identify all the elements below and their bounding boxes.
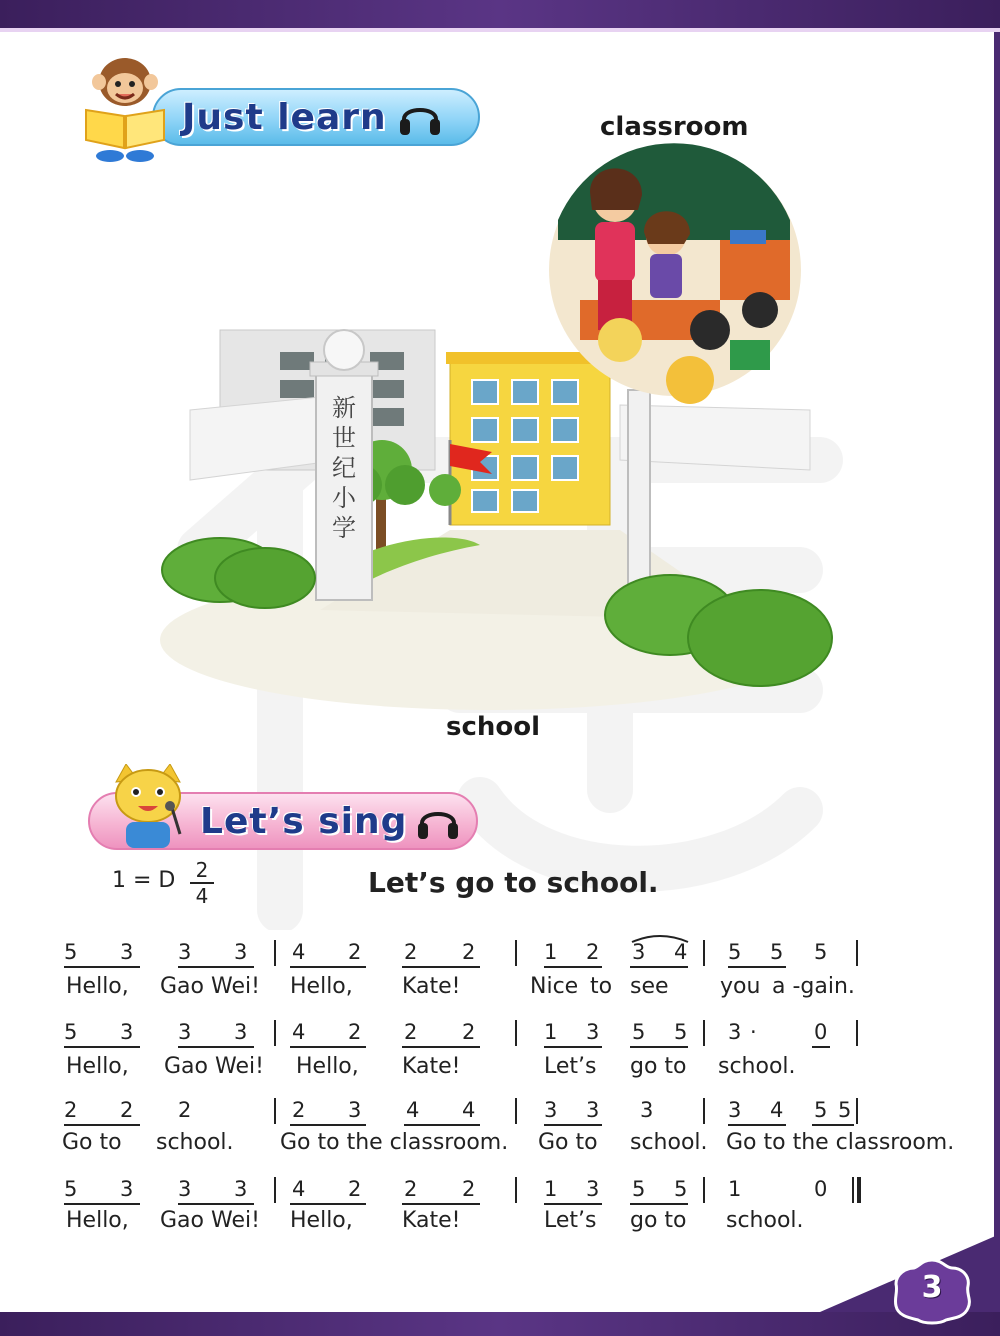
bar-line bbox=[703, 1177, 705, 1203]
note: 2 bbox=[404, 940, 418, 964]
lyric: Go to the classroom. bbox=[280, 1130, 509, 1155]
note-underline bbox=[402, 1203, 480, 1205]
lyric: Gao Wei! bbox=[164, 1054, 264, 1079]
note: 3 bbox=[640, 1098, 654, 1122]
lyric: Kate! bbox=[402, 1208, 461, 1233]
note: 3 bbox=[234, 1177, 248, 1201]
note: 5 bbox=[814, 1098, 828, 1122]
note: 5 bbox=[814, 940, 828, 964]
bar-line bbox=[274, 1098, 276, 1124]
note-underline bbox=[178, 1203, 254, 1205]
note: 3 bbox=[728, 1098, 742, 1122]
note: 3 bbox=[586, 1177, 600, 1201]
classroom-label: classroom bbox=[600, 112, 749, 142]
note: 3 bbox=[586, 1098, 600, 1122]
note: 4 bbox=[462, 1098, 476, 1122]
time-signature bbox=[190, 858, 214, 908]
note: 4 bbox=[292, 940, 306, 964]
note: 2 bbox=[64, 1098, 78, 1122]
note-underline bbox=[402, 966, 480, 968]
just-learn-title: Just learn bbox=[182, 96, 387, 138]
school-scene-illustration bbox=[150, 140, 840, 720]
note: 4 bbox=[292, 1177, 306, 1201]
note: 2 bbox=[404, 1020, 418, 1044]
note: 5 bbox=[632, 1177, 646, 1201]
note: 2 bbox=[462, 1177, 476, 1201]
right-frame-bar bbox=[994, 32, 1000, 1332]
song-title: Let’s go to school. bbox=[368, 866, 659, 899]
note-underline bbox=[728, 1124, 786, 1126]
note: 5 bbox=[674, 1020, 688, 1044]
note: 5 bbox=[728, 940, 742, 964]
note: 4 bbox=[292, 1020, 306, 1044]
lyric: Let’s bbox=[544, 1208, 597, 1233]
note: 0 bbox=[814, 1177, 828, 1201]
lyric: to bbox=[590, 974, 613, 999]
headphones-icon bbox=[397, 97, 443, 137]
note: 0 bbox=[814, 1020, 828, 1044]
gate-sign-char: 小 bbox=[332, 484, 356, 512]
lyric: Hello, bbox=[290, 1208, 353, 1233]
bar-line bbox=[703, 940, 705, 966]
bar-line bbox=[515, 940, 517, 966]
page-number: 3 bbox=[921, 1270, 943, 1305]
page-number-badge bbox=[890, 1256, 974, 1326]
note-underline bbox=[812, 1124, 854, 1126]
time-signature-top: 2 bbox=[190, 858, 214, 884]
lyric: Gao Wei! bbox=[160, 1208, 260, 1233]
final-bar-line bbox=[852, 1177, 854, 1203]
note-underline bbox=[290, 1046, 366, 1048]
note: 3 bbox=[120, 1020, 134, 1044]
note-underline bbox=[402, 1046, 480, 1048]
note: 5 bbox=[64, 940, 78, 964]
lyric: Kate! bbox=[402, 1054, 461, 1079]
headphones-icon bbox=[415, 801, 461, 841]
bar-line bbox=[856, 1098, 858, 1124]
note: 3 bbox=[586, 1020, 600, 1044]
note: 2 bbox=[404, 1177, 418, 1201]
lyric: Go to the classroom. bbox=[726, 1130, 955, 1155]
bar-line bbox=[856, 1020, 858, 1046]
note-underline bbox=[64, 1203, 140, 1205]
note-underline bbox=[544, 1124, 602, 1126]
note: 5 bbox=[674, 1177, 688, 1201]
final-bar-line-thick bbox=[857, 1177, 861, 1203]
note: 3 bbox=[178, 1020, 192, 1044]
bar-line bbox=[703, 1020, 705, 1046]
lyric: Gao Wei! bbox=[160, 974, 260, 999]
lyric: school. bbox=[718, 1054, 796, 1079]
note: 5 bbox=[64, 1020, 78, 1044]
bar-line bbox=[515, 1177, 517, 1203]
bar-line bbox=[274, 1177, 276, 1203]
note-underline bbox=[544, 966, 602, 968]
bottom-frame-band bbox=[0, 1312, 1000, 1336]
lyric: Go to bbox=[538, 1130, 598, 1155]
bar-line bbox=[515, 1020, 517, 1046]
note: 2 bbox=[120, 1098, 134, 1122]
top-frame-band bbox=[0, 0, 1000, 32]
lyric: Hello, bbox=[66, 1208, 129, 1233]
note: 3 bbox=[544, 1098, 558, 1122]
note: 5 bbox=[770, 940, 784, 964]
note: 4 bbox=[674, 940, 688, 964]
note-underline bbox=[290, 1203, 366, 1205]
note-underline bbox=[64, 1046, 140, 1048]
note: 5 bbox=[838, 1098, 852, 1122]
note-underline bbox=[404, 1124, 480, 1126]
note-underline bbox=[290, 1124, 366, 1126]
note: 2 bbox=[462, 1020, 476, 1044]
note: 3 bbox=[178, 940, 192, 964]
bar-line bbox=[274, 1020, 276, 1046]
lyric: Go to bbox=[62, 1130, 122, 1155]
gate-sign-char: 新 bbox=[332, 394, 356, 422]
note: 2 bbox=[462, 940, 476, 964]
note: 5 bbox=[632, 1020, 646, 1044]
gate-sign-char: 世 bbox=[332, 424, 356, 452]
lyric: Hello, bbox=[296, 1054, 359, 1079]
lyric: Hello, bbox=[66, 974, 129, 999]
lyric: Hello, bbox=[290, 974, 353, 999]
note: 5 bbox=[64, 1177, 78, 1201]
lyric: school. bbox=[156, 1130, 234, 1155]
bar-line bbox=[274, 940, 276, 966]
note: 3 bbox=[234, 940, 248, 964]
note: 2 bbox=[348, 940, 362, 964]
school-label: school bbox=[446, 712, 541, 742]
note: 2 bbox=[586, 940, 600, 964]
note-underline bbox=[630, 966, 688, 968]
cat-singing-icon bbox=[106, 764, 192, 852]
lyric: Kate! bbox=[402, 974, 461, 999]
lyric: school. bbox=[630, 1130, 708, 1155]
note-underline bbox=[544, 1203, 602, 1205]
time-signature-bottom: 4 bbox=[195, 884, 209, 908]
note-underline bbox=[64, 1124, 140, 1126]
note-underline bbox=[812, 1046, 830, 1048]
note: 3 bbox=[728, 1020, 742, 1044]
just-learn-banner bbox=[152, 88, 480, 146]
song-key: 1 = D bbox=[112, 868, 176, 893]
note: 1 bbox=[544, 1020, 558, 1044]
note: 2 bbox=[348, 1020, 362, 1044]
note: 3 bbox=[120, 1177, 134, 1201]
lyric: go to bbox=[630, 1054, 687, 1079]
slur-mark bbox=[630, 932, 690, 944]
note: 2 bbox=[292, 1098, 306, 1122]
note: 1 bbox=[728, 1177, 742, 1201]
lyric: Hello, bbox=[66, 1054, 129, 1079]
lyric: Nice bbox=[530, 974, 579, 999]
note-underline bbox=[544, 1046, 602, 1048]
note: 4 bbox=[406, 1098, 420, 1122]
note: · bbox=[750, 1020, 757, 1044]
note: 1 bbox=[544, 1177, 558, 1201]
note-underline bbox=[178, 966, 254, 968]
note: 4 bbox=[770, 1098, 784, 1122]
note-underline bbox=[630, 1203, 688, 1205]
note: 2 bbox=[348, 1177, 362, 1201]
note-underline bbox=[290, 966, 366, 968]
gate-sign-char: 纪 bbox=[332, 454, 356, 482]
note-underline bbox=[178, 1046, 254, 1048]
note: 3 bbox=[632, 940, 646, 964]
bar-line bbox=[703, 1098, 705, 1124]
note-underline bbox=[728, 966, 786, 968]
gate-sign-char: 学 bbox=[332, 514, 356, 542]
lyric: see bbox=[630, 974, 669, 999]
lyric: you bbox=[720, 974, 761, 999]
note: 3 bbox=[120, 940, 134, 964]
note: 1 bbox=[544, 940, 558, 964]
note-underline bbox=[630, 1046, 688, 1048]
lets-sing-title: Let’s sing bbox=[200, 800, 408, 842]
lyric: go to bbox=[630, 1208, 687, 1233]
lyric: a -gain. bbox=[772, 974, 855, 999]
note: 2 bbox=[178, 1098, 192, 1122]
note: 3 bbox=[234, 1020, 248, 1044]
bar-line bbox=[515, 1098, 517, 1124]
gate-sign bbox=[332, 394, 357, 542]
lyric: school. bbox=[726, 1208, 804, 1233]
note-underline bbox=[64, 966, 140, 968]
note: 3 bbox=[348, 1098, 362, 1122]
lyric: Let’s bbox=[544, 1054, 597, 1079]
bar-line bbox=[856, 940, 858, 966]
note: 3 bbox=[178, 1177, 192, 1201]
